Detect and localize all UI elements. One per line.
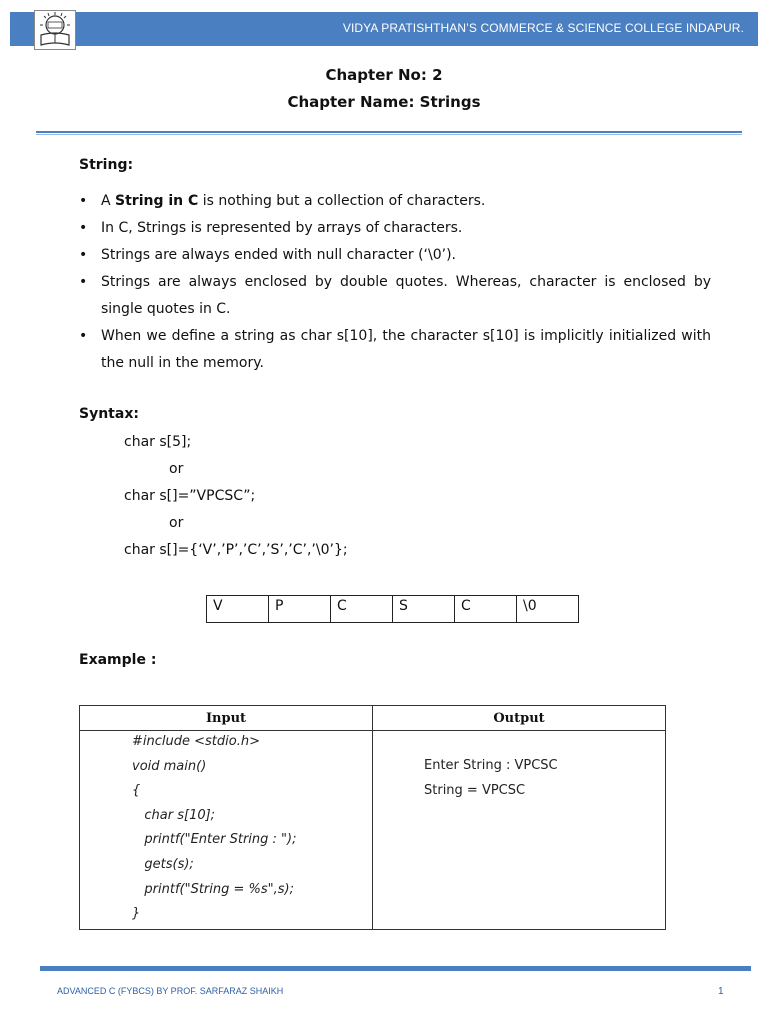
list-item: • In C, Strings is represented by arrays of characters.	[79, 215, 711, 242]
college-name: VIDYA PRATISHTHAN’S COMMERCE & SCIENCE COLLEGE INDAPUR.	[342, 21, 744, 35]
char-cell: C	[331, 596, 393, 623]
title-divider-secondary	[36, 134, 742, 135]
syntax-line-2: char s[]=”VPCSC”;	[124, 488, 256, 504]
page-number: 1	[718, 986, 724, 997]
code-line: {	[132, 783, 141, 799]
output-line: Enter String : VPCSC	[424, 758, 558, 773]
code-line: gets(s);	[132, 856, 194, 872]
footer-course-info: ADVANCED C (FYBCS) BY PROF. SARFARAZ SHAIKH	[57, 986, 284, 996]
input-code-cell	[80, 731, 373, 930]
list-item: • A String in C is nothing but a collection of characters.	[79, 188, 711, 215]
syntax-or-2: or	[169, 515, 184, 531]
code-line: #include <stdio.h>	[132, 734, 260, 749]
code-line: char s[10];	[132, 807, 216, 823]
syntax-line-3: char s[]={‘V’,’P’,’C’,’S’,’C’,’\0’};	[124, 542, 348, 558]
string-in-c-term: String in C	[115, 193, 199, 209]
code-line: }	[132, 906, 141, 922]
code-line: void main()	[132, 758, 207, 774]
college-logo-icon	[34, 10, 76, 50]
syntax-line-1: char s[5];	[124, 434, 192, 450]
char-cell: S	[393, 596, 455, 623]
output-line: String = VPCSC	[424, 783, 526, 798]
example-table	[79, 705, 666, 930]
char-cell: \0	[517, 596, 579, 623]
output-column-header: Output	[373, 706, 666, 731]
code-line: printf("String = %s",s);	[132, 881, 294, 897]
title-divider	[36, 131, 742, 133]
string-heading: String:	[79, 157, 134, 173]
example-heading: Example :	[79, 652, 157, 668]
chapter-name: Chapter Name: Strings	[287, 93, 481, 111]
char-cell: P	[269, 596, 331, 623]
list-item: • When we define a string as char s[10], the character s[10] is implicitly initialized with the null in the memory.	[79, 323, 711, 377]
output-cell	[373, 731, 666, 930]
code-line: printf("Enter String : ");	[132, 832, 297, 848]
char-cell: V	[207, 596, 269, 623]
chapter-number: Chapter No: 2	[325, 66, 443, 84]
syntax-or-1: or	[169, 461, 184, 477]
list-item: • Strings are always enclosed by double quotes. Whereas, character is enclosed by single quotes in C.	[79, 269, 711, 323]
char-cell: C	[455, 596, 517, 623]
list-item: • Strings are always ended with null character (‘\0’).	[79, 242, 711, 269]
input-column-header: Input	[80, 706, 373, 731]
string-bullet-list	[79, 188, 711, 377]
footer-bar	[40, 966, 751, 971]
string-char-array-table	[206, 595, 579, 623]
syntax-heading: Syntax:	[79, 406, 139, 422]
